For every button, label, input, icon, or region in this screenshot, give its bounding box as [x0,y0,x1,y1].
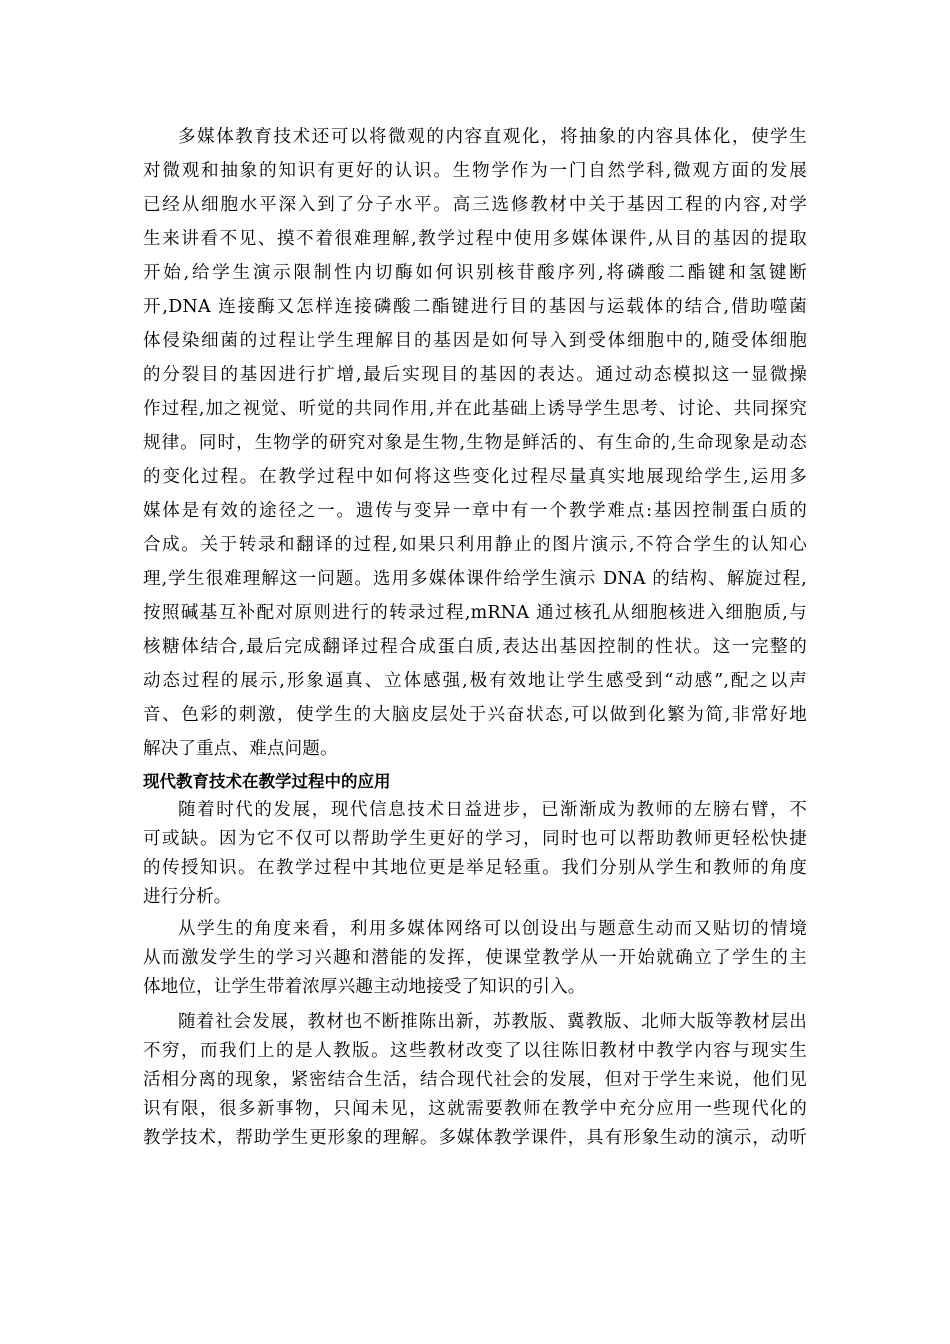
text-line: 多媒体教育技术还可以将微观的内容直观化，将抽象的内容具体化，使学生 [178,127,807,147]
text-line: 按照碱基互补配对原则进行的转录过程,mRNA 通过核孔从细胞核进入细胞质,与 [143,603,807,623]
text-line: 解决了重点、难点问题。 [143,739,338,759]
text-line: 体地位，让学生带着浓厚兴趣主动地接受了知识的引入。 [143,977,586,997]
text-line: 从而激发学生的学习兴趣和潜能的发挥，使课堂教学从一开始就确立了学生的主 [143,948,807,968]
paragraph-era-development [143,796,807,912]
section-heading: 现代教育技术在教学过程中的应用 [143,772,391,791]
text-line: 音、色彩的刺激，使学生的大脑皮层处于兴奋状态,可以做到化繁为简,非常好地 [143,705,807,725]
text-line: 从学生的角度来看，利用多媒体网络可以创设出与题意生动而又贴切的情境 [178,919,807,939]
text-line: 作过程,加之视觉、听觉的共同作用,并在此基础上诱导学生思考、讨论、共同探究 [143,399,807,419]
text-line: 进行分析。 [143,887,232,907]
text-line: 理,学生很难理解这一问题。选用多媒体课件给学生演示 DNA 的结构、解旋过程, [143,569,807,589]
text-line: 的变化过程。在教学过程中如何将这些变化过程尽量真实地展现给学生,运用多 [143,467,807,487]
text-line: 活相分离的现象，紧密结合生活，结合现代社会的发展，但对于学生来说，他们见 [143,1070,807,1090]
text-line: 媒体是有效的途径之一。遗传与变异一章中有一个教学难点:基因控制蛋白质的 [143,501,807,521]
paragraph-multimedia-microscopic [143,120,807,766]
text-line: 体侵染细菌的过程让学生理解目的基因是如何导入到受体细胞中的,随受体细胞 [143,331,807,351]
text-line: 开始,给学生演示限制性内切酶如何识别核苷酸序列,将磷酸二酯键和氢键断 [143,263,807,283]
document-body [143,120,807,1156]
paragraph-textbook-editions [143,1008,807,1153]
text-line: 不穷，而我们上的是人教版。这些教材改变了以往陈旧教材中教学内容与现实生 [143,1041,807,1061]
paragraph-student-perspective [143,915,807,1002]
text-line: 可或缺。因为它不仅可以帮助学生更好的学习，同时也可以帮助教师更轻松快捷 [143,829,807,849]
text-line: 已经从细胞水平深入到了分子水平。高三选修教材中关于基因工程的内容,对学 [143,195,807,215]
text-line: 规律。同时，生物学的研究对象是生物,生物是鲜活的、有生命的,生命现象是动态 [143,433,807,453]
text-line: 随着时代的发展，现代信息技术日益进步，已渐渐成为教师的左膀右臂，不 [178,800,807,820]
text-line: 教学技术，帮助学生更形象的理解。多媒体教学课件，具有形象生动的演示，动听 [143,1128,807,1148]
text-line: 合成。关于转录和翻译的过程,如果只利用静止的图片演示,不符合学生的认知心 [143,535,807,555]
text-line: 动态过程的展示,形象逼真、立体感强,极有效地让学生感受到“动感”,配之以声 [143,671,807,691]
text-line: 识有限，很多新事物，只闻未见，这就需要教师在教学中充分应用一些现代化的 [143,1099,807,1119]
text-line: 核糖体结合,最后完成翻译过程合成蛋白质,表达出基因控制的性状。这一完整的 [143,637,807,657]
text-line: 对微观和抽象的知识有更好的认识。生物学作为一门自然学科,微观方面的发展 [143,161,807,181]
text-line: 的传授知识。在教学过程中其地位更是举足轻重。我们分别从学生和教师的角度 [143,858,807,878]
text-line: 生来讲看不见、摸不着很难理解,教学过程中使用多媒体课件,从目的基因的提取 [143,229,807,249]
text-line: 开,DNA 连接酶又怎样连接磷酸二酯键进行目的基因与运载体的结合,借助噬菌 [143,297,807,317]
text-line: 的分裂目的基因进行扩增,最后实现目的基因的表达。通过动态模拟这一显微操 [143,365,807,385]
text-line: 随着社会发展，教材也不断推陈出新，苏教版、冀教版、北师大版等教材层出 [178,1012,807,1032]
